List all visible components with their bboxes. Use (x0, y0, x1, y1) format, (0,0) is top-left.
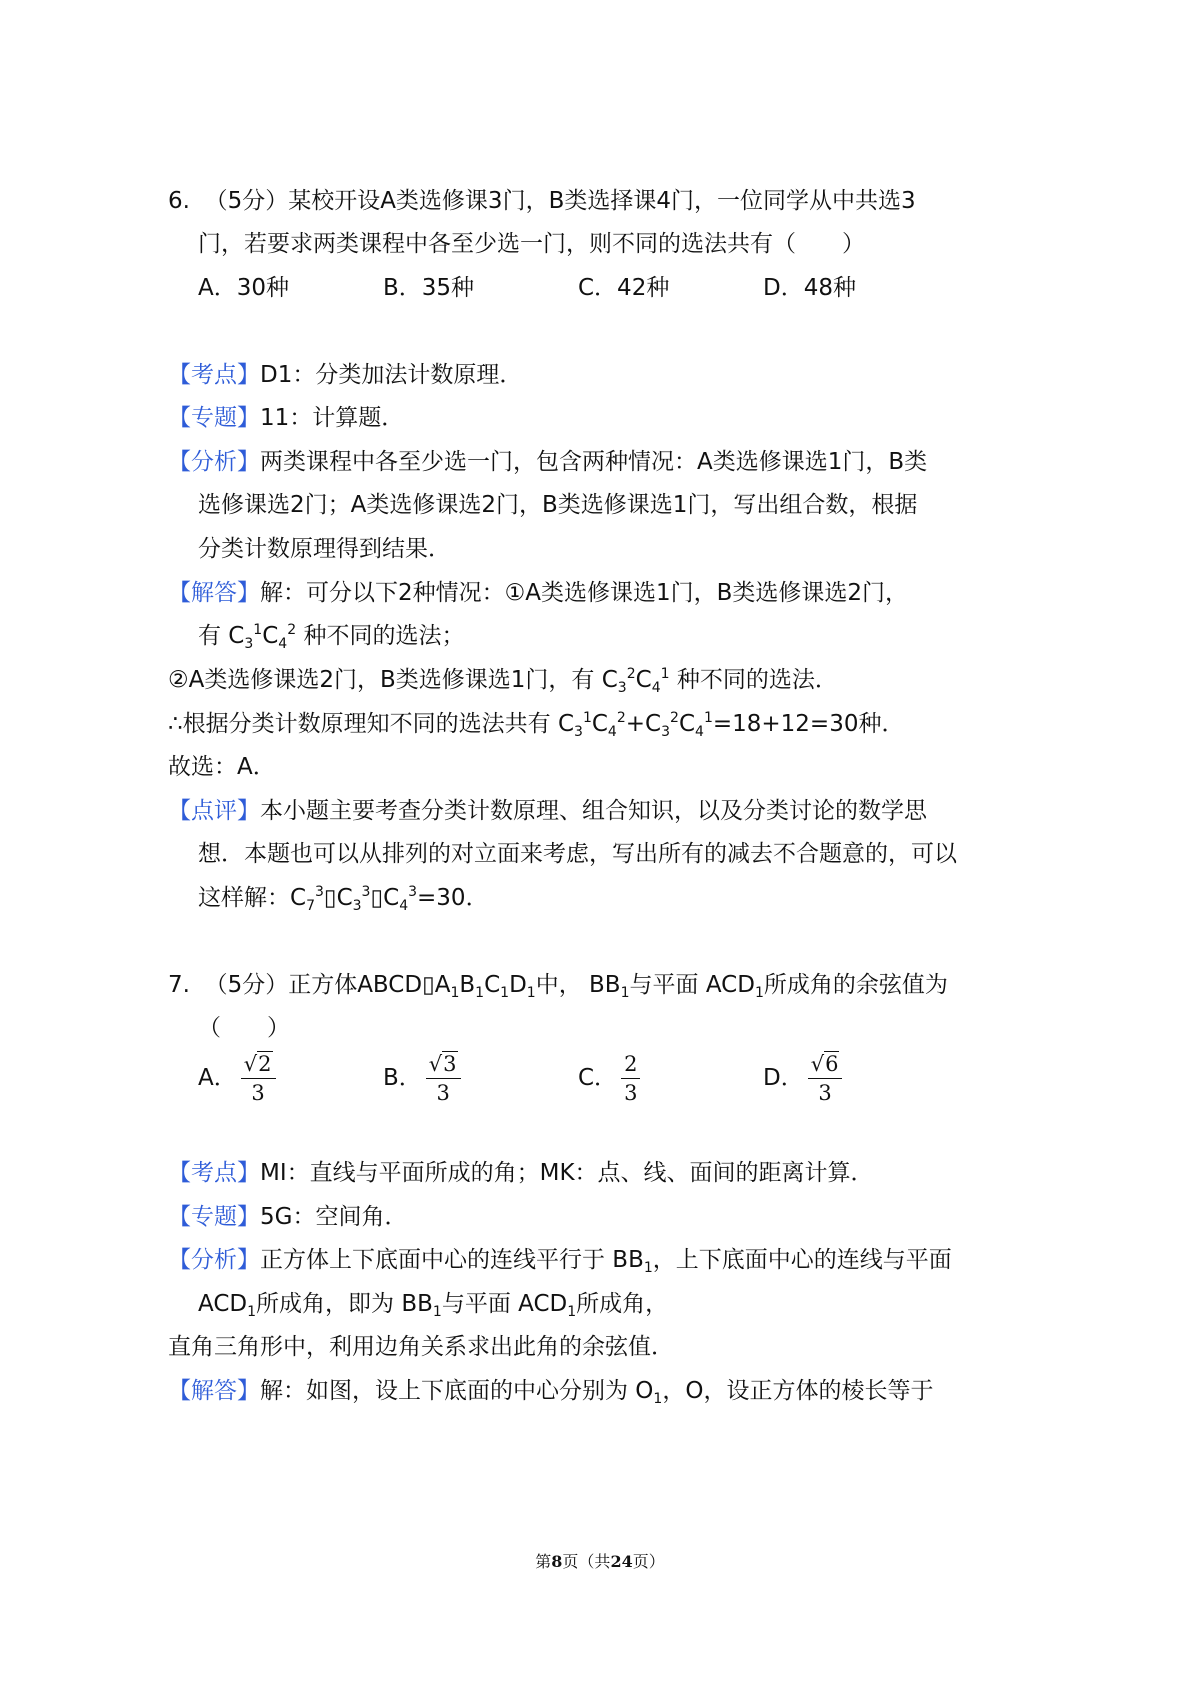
q6-stem-line1: 6. （5分）某校开设A类选修课3门，B类选择课4门，一位同学从中共选3 (168, 188, 916, 214)
text-fragment: ，O，设正方体的棱长等于 (662, 1378, 934, 1404)
fenxi-tag: 【分析】 (168, 449, 260, 475)
text-fragment: 正方体上下底面中心的连线平行于 (260, 1247, 605, 1273)
q6-jieda-line1 (168, 578, 908, 608)
text-fragment: 页） (632, 1552, 665, 1571)
q6-option-a: A．30种 (198, 275, 290, 301)
q7-fenxi-line2: $ACD_1$所成角，即为 $BB_1$与平面 $ACD_1$所成角， (198, 1291, 669, 1320)
fraction: $\frac{√2}{3}$ (241, 1052, 276, 1105)
fraction (621, 1052, 640, 1105)
text-fragment: 7. （5分）正方体ABCD (168, 972, 423, 998)
numerator: 2 (624, 1052, 638, 1076)
q7-option-a (198, 1052, 276, 1105)
jieda-tag: 【解答】 (168, 580, 260, 606)
option-letter: A． (198, 1065, 237, 1091)
zhuanti-text: 11：计算题． (260, 405, 405, 431)
q6-fenxi-line3: 分类计数原理得到结果． (198, 536, 451, 562)
zhuanti-tag: 【专题】 (168, 405, 260, 431)
radicand: 6 (825, 1052, 839, 1076)
option-letter: C． (578, 1065, 618, 1091)
kaodian-tag: 【考点】 (168, 1160, 260, 1186)
text-fragment: 与平面 (629, 972, 699, 998)
text-fragment: ②A类选修课选2门，B类选修课选1门，有 (168, 667, 595, 693)
q7-zhuanti (168, 1202, 407, 1232)
q6-option-c: C．42种 (578, 275, 670, 301)
fenxi-text: 两类课程中各至少选一门，包含两种情况：A类选修课选1门，B类 (260, 449, 928, 475)
dianping-tag: 【点评】 (168, 798, 260, 824)
text-fragment: 所成角的余弦值为 (763, 972, 948, 998)
q6-kaodian (168, 360, 522, 390)
q7-fenxi-line1: 【分析】正方体上下底面中心的连线平行于 $BB_1$，上下底面中心的连线与平面 (168, 1247, 952, 1276)
text-fragment: 所成角，即为 (256, 1291, 395, 1317)
q6-dianping-line3: 这样解：$C_7^3▯C_3^3▯C_4^3=30$． (198, 884, 489, 914)
q6-jieda-line4: ∴根据分类计数原理知不同的选法共有 $C_3^1C_4^2+C_3^2C_4^1=18+12=30$种． (168, 710, 905, 740)
q6-dianping-line1 (168, 796, 927, 826)
jieda-text: 解：可分以下2种情况：①A类选修课选1门，B类选修课选2门， (260, 580, 909, 606)
text-fragment: 与平面 (441, 1291, 511, 1317)
option-letter: B． (383, 1065, 422, 1091)
text-fragment: 种不同的选法； (303, 623, 465, 649)
q6-option-b: B．35种 (383, 275, 475, 301)
q6-jieda-line3: ②A类选修课选2门，B类选修课选1门，有 $C_3^2C_4^1$ 种不同的选法． (168, 666, 838, 696)
q7-kaodian (168, 1158, 874, 1188)
denominator: 3 (251, 1081, 265, 1105)
fraction: $\frac{√6}{3}$ (808, 1052, 843, 1105)
q7-stem-line2: （ ） (198, 1015, 290, 1041)
denominator: 3 (436, 1081, 450, 1105)
text-fragment: ∴根据分类计数原理知不同的选法共有 (168, 711, 551, 737)
text-fragment: ，上下底面中心的连线与平面 (652, 1247, 952, 1273)
text-fragment: 所成角， (576, 1291, 669, 1317)
zhuanti-tag: 【专题】 (168, 1204, 260, 1230)
q6-fenxi-line2: 选修课选2门；A类选修课选2门，B类选修课选1门，写出组合数，根据 (198, 492, 918, 518)
kaodian-text: D1：分类加法计数原理． (260, 362, 523, 388)
text-fragment: 第 (535, 1552, 552, 1571)
text-fragment: 有 (198, 623, 221, 649)
q7-jieda-line1: 【解答】解：如图，设上下底面的中心分别为 $O_1$，O，设正方体的棱长等于 (168, 1378, 934, 1407)
dianping-text: 本小题主要考查分类计数原理、组合知识，以及分类讨论的数学思 (260, 798, 927, 824)
zhuanti-text: 5G：空间角． (260, 1204, 408, 1230)
kaodian-tag: 【考点】 (168, 362, 260, 388)
q7-option-b (383, 1052, 461, 1105)
q6-dianping-line2: 想．本题也可以从排列的对立面来考虑，写出所有的减去不合题意的，可以 (198, 841, 957, 867)
text-fragment: =18+12=30种． (712, 711, 905, 737)
q6-fenxi-line1 (168, 447, 927, 477)
radicand: 3 (443, 1052, 457, 1076)
q7-stem-line1: 7. （5分）正方体$ABCD▯A_1B_1C_1D_1$中， $BB_1$与平面 $ACD_1$所成角的余弦值为 (168, 972, 948, 1001)
total-pages: 24 (610, 1552, 633, 1571)
denominator: 3 (624, 1081, 638, 1105)
text-fragment: 这样解： (198, 885, 290, 911)
text-fragment: 页（共 (562, 1552, 611, 1571)
text-fragment: =30． (417, 885, 489, 911)
text-fragment: 种不同的选法． (676, 667, 838, 693)
q6-stem-line2: 门，若要求两类课程中各至少选一门，则不同的选法共有（ ） (198, 231, 865, 257)
q6-jieda-line5: 故选：A． (168, 754, 276, 780)
q7-option-c (578, 1052, 640, 1105)
text-fragment: 解：如图，设上下底面的中心分别为 (260, 1378, 628, 1404)
q7-fenxi-line3: 直角三角形中，利用边角关系求出此角的余弦值． (168, 1334, 674, 1360)
page-footer (0, 1549, 1200, 1572)
denominator: 3 (818, 1081, 832, 1105)
fenxi-tag: 【分析】 (168, 1247, 260, 1273)
q6-option-d: D．48种 (763, 275, 856, 301)
text-fragment: 中， (535, 972, 582, 998)
fraction: $\frac{√3}{3}$ (426, 1052, 461, 1105)
page-number: 8 (551, 1552, 563, 1571)
radicand: 2 (258, 1052, 272, 1076)
jieda-tag: 【解答】 (168, 1378, 260, 1404)
q6-jieda-line2: 有 $C_3^1C_4^2$ 种不同的选法； (198, 622, 465, 652)
kaodian-text: MI：直线与平面所成的角；MK：点、线、面间的距离计算． (260, 1160, 874, 1186)
q6-zhuanti (168, 403, 404, 433)
option-letter: D． (763, 1065, 804, 1091)
q7-option-d (763, 1052, 842, 1105)
